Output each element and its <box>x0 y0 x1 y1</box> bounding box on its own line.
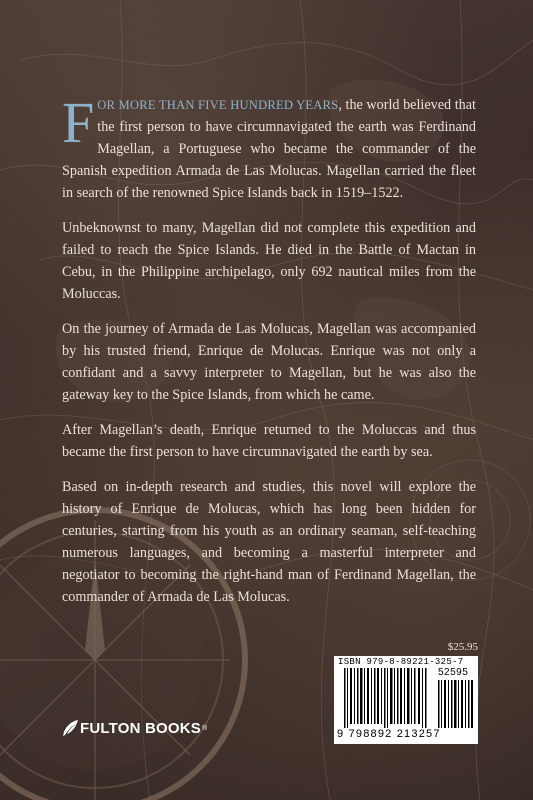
blurb-paragraph-2: Unbeknownst to many, Magellan did not complete this expedition and failed to reach the Spice Islands. He died in the Battle of Mactan in Cebu, in the Philippine archipelago, only 692 nautical miles from the Moluccas. <box>62 220 476 302</box>
blurb-paragraph-4: After Magellan’s death, Enrique returned to the Moluccas and thus became the first person to have circumnavigated the earth by sea. <box>62 422 476 460</box>
barcode-addon-number: 52595 <box>438 667 469 678</box>
blurb-paragraph-3: On the journey of Armada de Las Molucas, Magellan was accompanied by his trusted friend, Enrique de Molucas. Enrique was not only a confidant and a savvy interpreter to Magellan, but he was also the gateway key to the Spice Islands, from which he came. <box>62 321 476 403</box>
isbn-barcode <box>334 656 478 744</box>
blurb-paragraph-5: Based on in-depth research and studies, this novel will explore the history of Enrique de Molucas, which has long been hidden for centuries, starting from his youth as an ordinary seaman, self-teaching numerous languages, and becoming a masterful interpreter and negotiator to becoming the right-hand man of Ferdinand Magellan, the commander of Armada de Las Molucas. <box>62 479 476 605</box>
blurb-text <box>62 90 476 621</box>
quill-logo-icon <box>60 718 80 738</box>
price-label: $25.95 <box>447 641 478 653</box>
registered-mark: ® <box>202 724 208 732</box>
publisher-name: FULTON BOOKS <box>80 719 202 737</box>
isbn-label: ISBN 979-8-89221-325-7 <box>338 657 464 667</box>
blurb-paragraph-1 <box>62 90 476 204</box>
drop-cap: F <box>62 90 95 155</box>
publisher-logo <box>60 718 207 738</box>
blurb-paragraph-1-rest: , the world believed that the first person to have circumnavigated the earth was Ferdinand Magellan, a Portuguese who became the commander of the Spanish expedition Armada de Las Molucas. Magellan carried the fleet in search of the renowned Spice Islands back in 1519–1522. <box>62 97 476 201</box>
lead-in-caps: OR MORE THAN FIVE HUNDRED YEARS <box>97 98 339 112</box>
barcode-ean-number: 9 798892 213257 <box>337 728 441 740</box>
